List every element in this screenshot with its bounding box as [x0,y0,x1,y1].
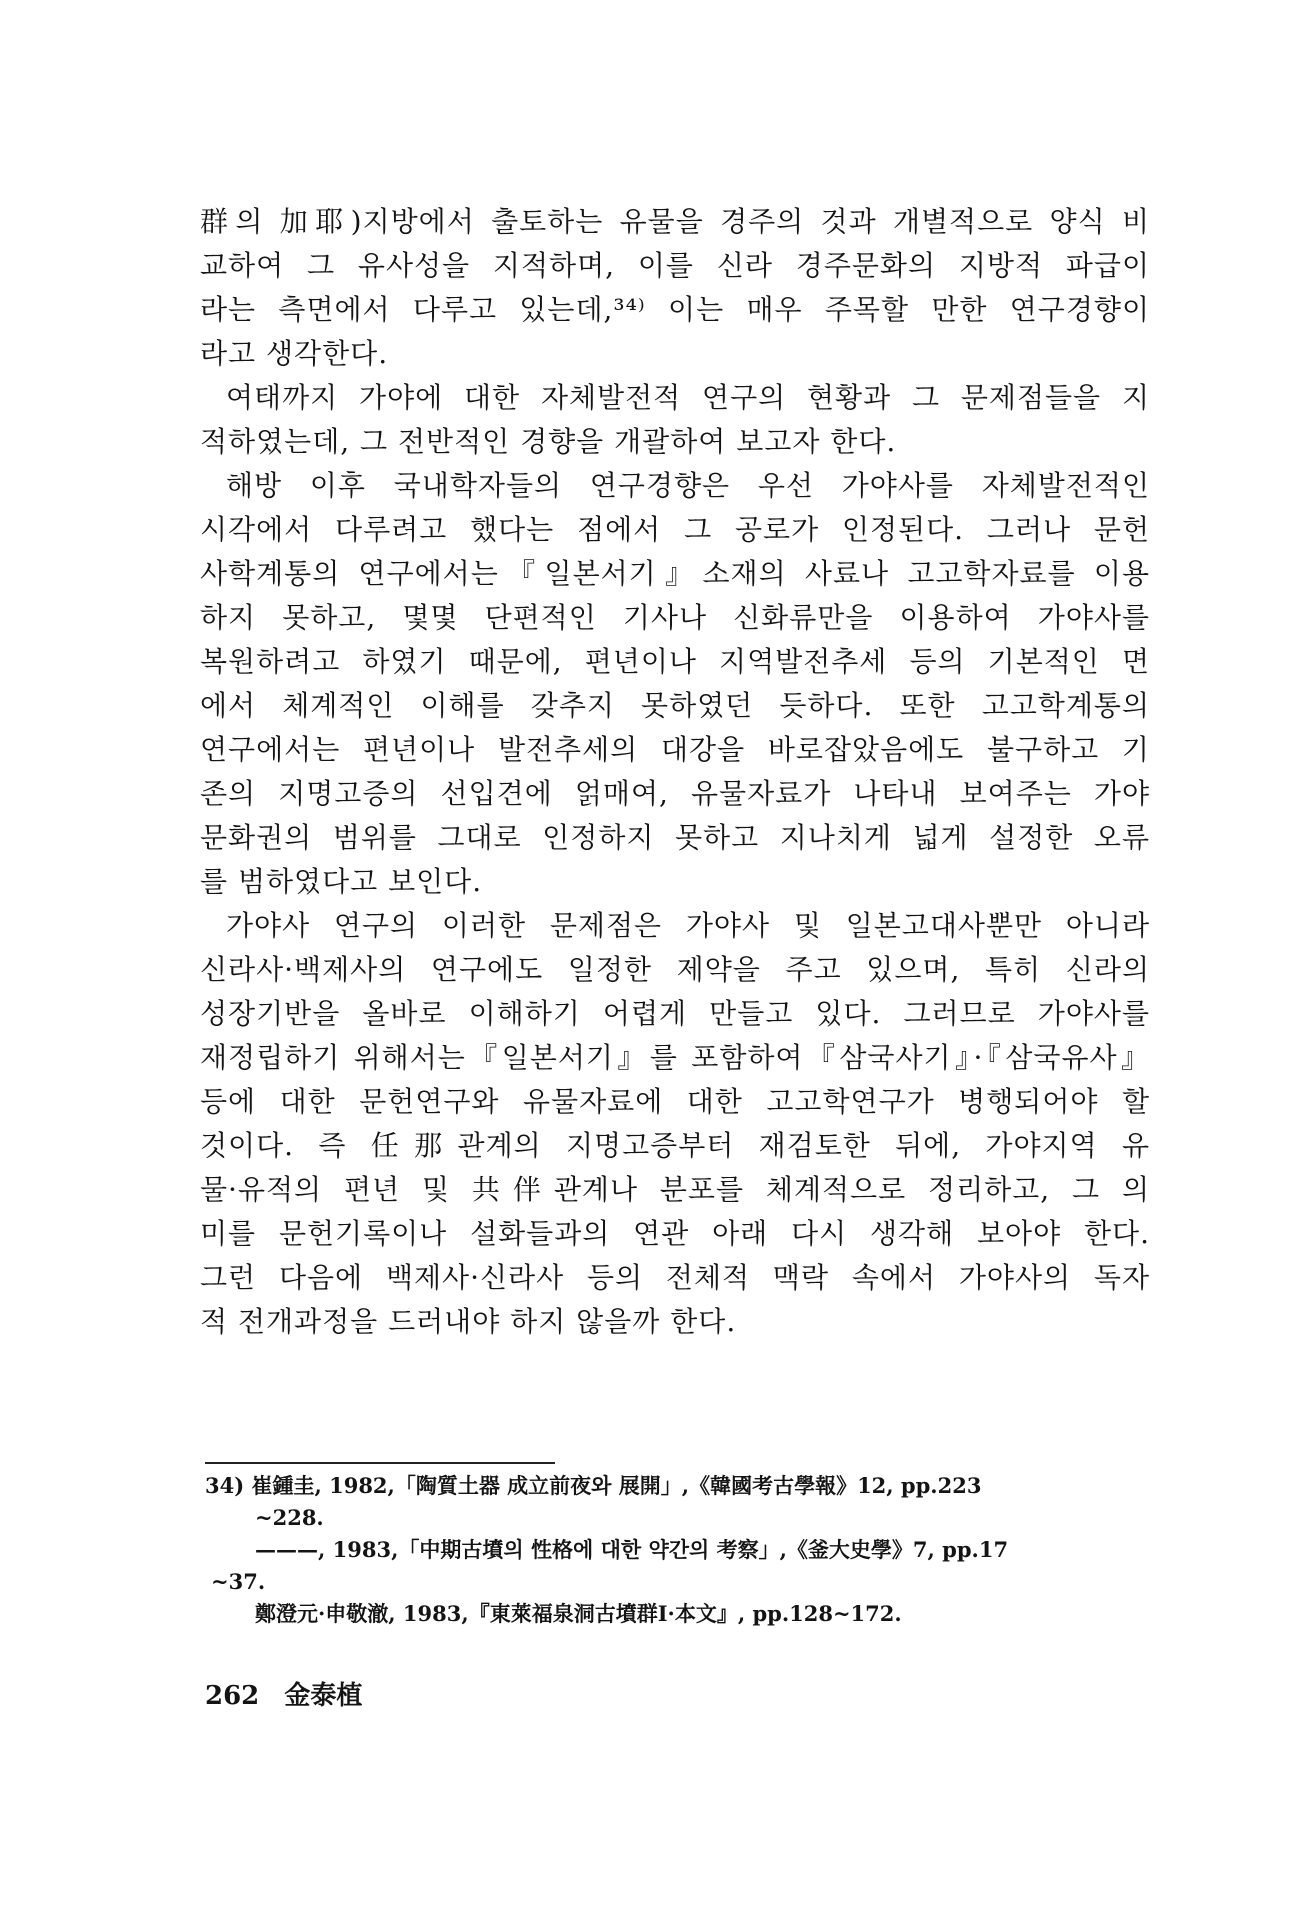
text-line: 라고 생각한다. [200,337,389,370]
text-line: 여태까지 가야에 대한 자체발전적 연구의 현황과 그 문제점들을 지 [226,381,1150,414]
text-line: 연구에서는 편년이나 발전추세의 대강을 바로잡았음에도 불구하고 기 [200,733,1150,766]
text-line: 群의 加耶)지방에서 출토하는 유물을 경주의 것과 개별적으로 양식 비 [200,205,1150,238]
text-line: 해방 이후 국내학자들의 연구경향은 우선 가야사를 자체발전적인 [226,469,1150,502]
footnote-line: 鄭澄元·申敬澈, 1983,『東萊福泉洞古墳群Ⅰ·本文』, pp.128~172. [255,1601,902,1626]
text-line: 교하여 그 유사성을 지적하며, 이를 신라 경주문화의 지방적 파급이 [200,249,1150,282]
text-line: 재정립하기 위해서는『일본서기』를 포함하여『삼국사기』·『삼국유사』 [200,1041,1150,1074]
text-line: 미를 문헌기록이나 설화들과의 연관 아래 다시 생각해 보아야 한다. [200,1217,1150,1250]
author-name: 金泰植 [284,1681,363,1711]
text-line: 하지 못하고, 몇몇 단편적인 기사나 신화류만을 이용하여 가야사를 [200,601,1150,634]
text-line: 적하였는데, 그 전반적인 경향을 개괄하여 보고자 한다. [200,425,897,458]
text-line: 사학계통의 연구에서는『일본서기』소재의 사료나 고고학자료를 이용 [200,557,1150,590]
footnotes [205,1470,1165,1630]
page-number: 262 [205,1681,260,1711]
text-line: 적 전개과정을 드러내야 하지 않을까 한다. [200,1305,737,1338]
text-line: 등에 대한 문헌연구와 유물자료에 대한 고고학연구가 병행되어야 할 [200,1085,1150,1118]
footnote-line: ———, 1983,「中期古墳의 性格에 대한 약간의 考察」,《釜大史學》7, pp.17 [255,1537,1009,1562]
footnote-line: 34) 崔鍾圭, 1982,「陶質土器 成立前夜와 展開」,《韓國考古學報》12, pp.223 [205,1473,982,1498]
text-line: 에서 체계적인 이해를 갖추지 못하였던 듯하다. 또한 고고학계통의 [200,689,1150,722]
footnote-line: ~228. [255,1505,324,1530]
text-line: 가야사 연구의 이러한 문제점은 가야사 및 일본고대사뿐만 아니라 [226,909,1150,942]
text-line: 문화권의 범위를 그대로 인정하지 못하고 지나치게 넓게 설정한 오류 [200,821,1150,854]
text-line: 그런 다음에 백제사·신라사 등의 전체적 맥락 속에서 가야사의 독자 [200,1261,1150,1294]
text-line: 존의 지명고증의 선입견에 얽매여, 유물자료가 나타내 보여주는 가야 [200,777,1150,810]
text-line: 물·유적의 편년 및 共伴관계나 분포를 체계적으로 정리하고, 그 의 [200,1173,1150,1206]
footnote-line: ~37. [211,1569,266,1594]
text-line: 시각에서 다루려고 했다는 점에서 그 공로가 인정된다. 그러나 문헌 [200,513,1150,546]
text-line: 것이다. 즉 任那관계의 지명고증부터 재검토한 뒤에, 가야지역 유 [200,1129,1150,1162]
footnote-divider [205,1462,555,1464]
page-footer [205,1675,378,1712]
text-line: 라는 측면에서 다루고 있는데,³⁴⁾ 이는 매우 주목할 만한 연구경향이 [200,293,1150,326]
text-line: 를 범하였다고 보인다. [200,865,483,898]
text-line: 복원하려고 하였기 때문에, 편년이나 지역발전추세 등의 기본적인 면 [200,645,1150,678]
body-text [200,200,1150,1344]
text-line: 신라사·백제사의 연구에도 일정한 제약을 주고 있으며, 특히 신라의 [200,953,1150,986]
text-line: 성장기반을 올바로 이해하기 어렵게 만들고 있다. 그러므로 가야사를 [200,997,1150,1030]
